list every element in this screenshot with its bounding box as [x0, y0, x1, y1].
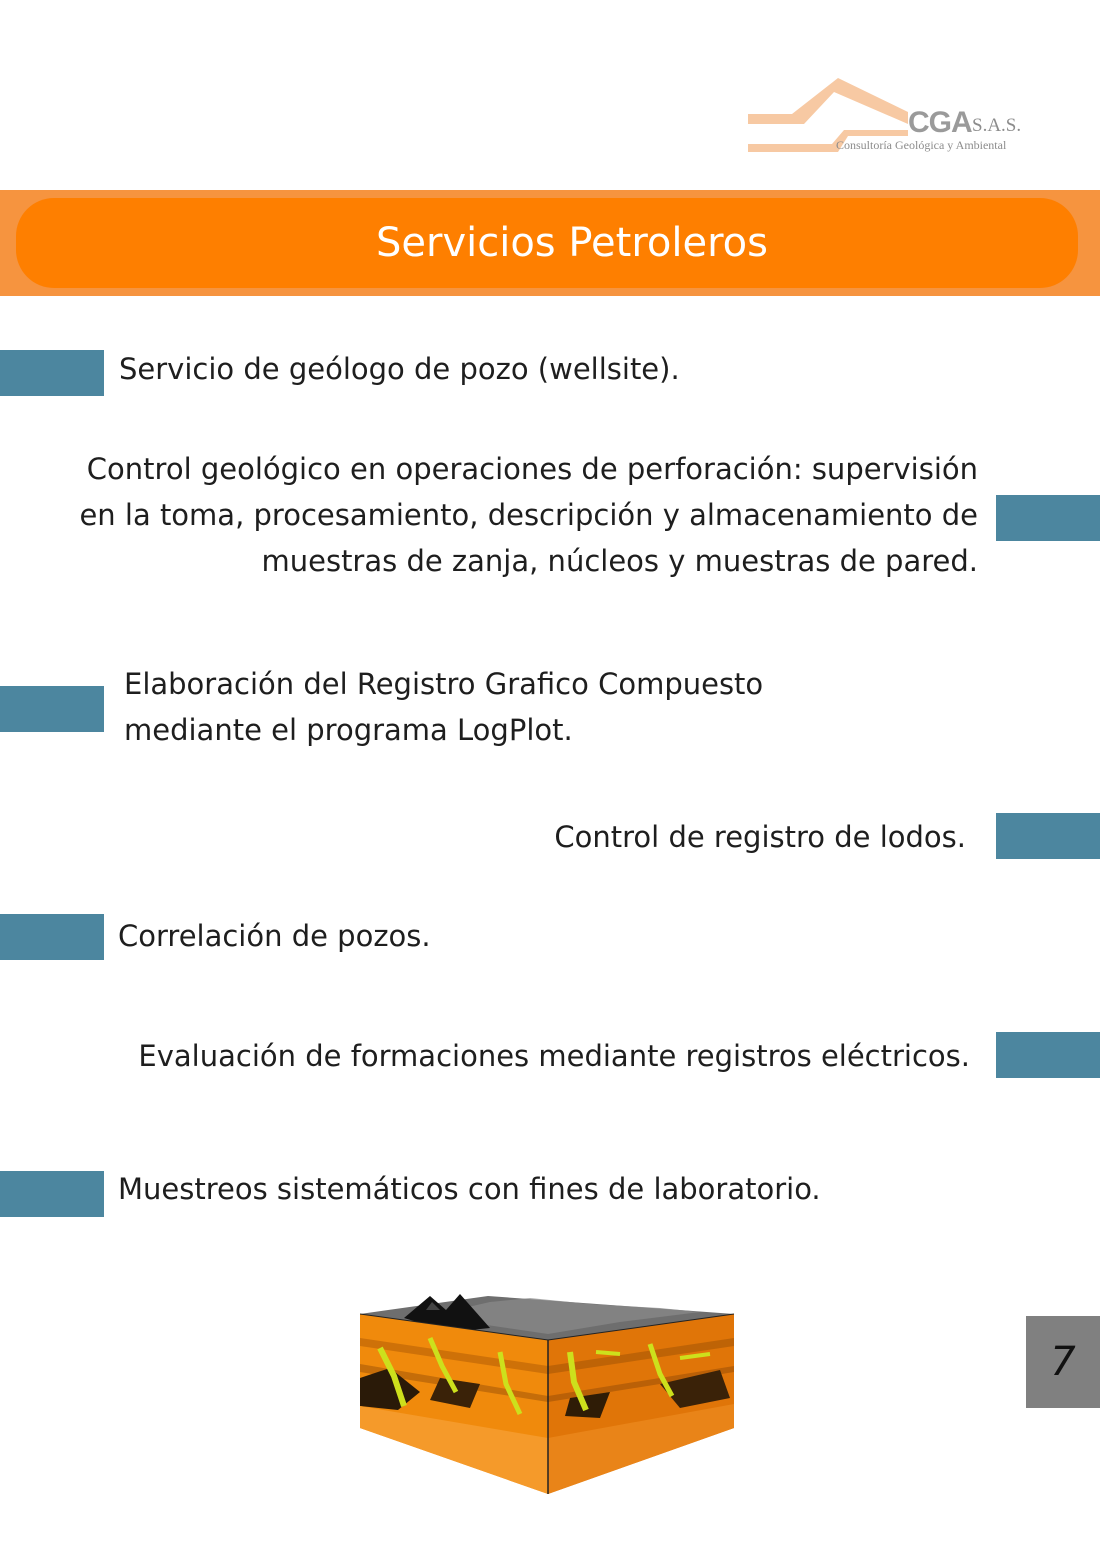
service-marker-5 [0, 914, 104, 960]
logo-mark: CGA [908, 106, 972, 139]
logo-suffix: S.A.S. [972, 115, 1022, 136]
service-item-1: Servicio de geólogo de pozo (wellsite). [119, 352, 680, 386]
service-item-5: Correlación de pozos. [118, 919, 431, 953]
header-banner [0, 190, 1100, 296]
logo-subtitle: Consultoría Geológica y Ambiental [836, 138, 1007, 152]
service-marker-1 [0, 350, 104, 396]
service-item-7: Muestreos sistemáticos con fines de laboratorio. [118, 1172, 821, 1206]
page-number-value: 7 [1050, 1339, 1076, 1385]
service-item-4: Control de registro de lodos. [554, 820, 966, 854]
company-logo [748, 72, 1028, 162]
page-title: Servicios Petroleros [376, 220, 768, 266]
service-item-3: Elaboración del Registro Grafico Compuesto mediante el programa LogPlot. [124, 667, 764, 747]
page-number [1026, 1316, 1100, 1408]
service-marker-7 [0, 1171, 104, 1217]
service-item-2: Control geológico en operaciones de perforación: supervisión en la toma, procesamiento, descripción y almacenamiento de muestras de zanja, núcleos y muestras de pared. [79, 452, 978, 578]
service-marker-2 [996, 495, 1100, 541]
service-marker-6 [996, 1032, 1100, 1078]
header-banner-inner [16, 198, 1078, 288]
service-marker-3 [0, 686, 104, 732]
service-marker-4 [996, 813, 1100, 859]
geological-block-illustration [360, 1288, 740, 1494]
service-item-6: Evaluación de formaciones mediante registros eléctricos. [138, 1039, 970, 1073]
